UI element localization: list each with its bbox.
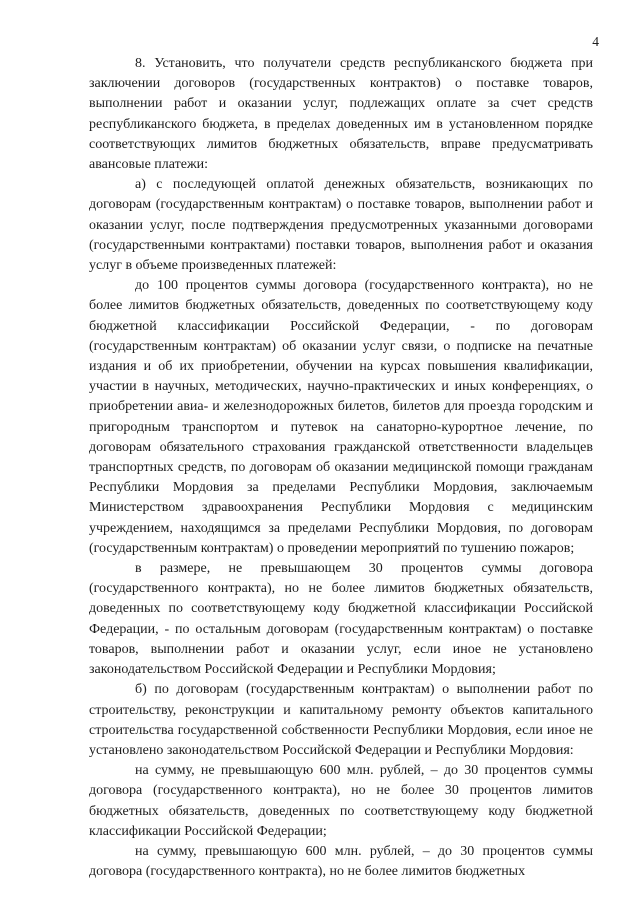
paragraph-advance-30-percent: в размере, не превышающем 30 процентов суммы договора (государственного контракта), но не более лимитов бюджетных обязательств, доведенных по соответствующему коду бюджетной классификации Российской Федерации, - по остальным договорам (государственным контрактам) о поставке товаров, выполнении работ и оказании услуг, если иное не установлено законодательством Российской Федерации и Республики Мордовия;	[89, 561, 593, 678]
page-number: 4	[592, 34, 599, 49]
paragraph-up-to-600-million: на сумму, не превышающую 600 млн. рублей, – до 30 процентов суммы договора (государственного контракта), но не более 30 процентов лимитов бюджетных обязательств, доведенных по соответствующему коду бюджетной классификации Российской Федерации;	[89, 763, 593, 839]
document-body	[89, 54, 593, 882]
paragraph-subitem-a: а) с последующей оплатой денежных обязательств, возникающих по договорам (государственным контрактам) о поставке товаров, выполнении работ и оказании услуг, после подтверждения предусмотренных указанными договорами (государственными контрактами) поставки товаров, выполнения работ и оказания услуг в объеме произведенных платежей:	[89, 177, 593, 274]
paragraph-subitem-b: б) по договорам (государственным контрактам) о выполнении работ по строительству, реконструкции и капитальному ремонту объектов капитального строительства государственной собственности Республики Мордовия, если иное не установлено законодательством Российской Федерации и Республики Мордовия:	[89, 682, 593, 758]
paragraph-over-600-million: на сумму, превышающую 600 млн. рублей, – до 30 процентов суммы договора (государственного контракта), но не более лимитов бюджетных	[89, 843, 593, 880]
paragraph-advance-100-percent: до 100 процентов суммы договора (государственного контракта), но не более лимитов бюджетных обязательств, доведенных по соответствующему коду бюджетной классификации Российской Федерации, - по договорам (государственным контрактам) об оказании услуг связи, о подписке на печатные издания и об их приобретении, обучении на курсах повышения квалификации, участии в научных, методических, научно-практических и иных конференциях, о приобретении авиа- и железнодорожных билетов, билетов для проезда городским и пригородным транспортом и путевок на санаторно-курортное лечение, по договорам обязательного страхования гражданской ответственности владельцев транспортных средств, по договорам об оказании медицинской помощи гражданам Республики Мордовия за пределами Республики Мордовия, заключаемым Министерством здравоохранения Республики Мордовия с медицинским учреждением, находящимся за пределами Республики Мордовия, по договорам (государственным контрактам) о проведении мероприятий по тушению пожаров;	[89, 278, 593, 556]
paragraph-item-8: 8. Установить, что получатели средств республиканского бюджета при заключении договоров (государственных контрактов) о поставке товаров, выполнении работ и оказании услуг, подлежащих оплате за счет средств республиканского бюджета, в пределах доведенных им в установленном порядке соответствующих лимитов бюджетных обязательств, вправе предусматривать авансовые платежи:	[89, 56, 593, 173]
